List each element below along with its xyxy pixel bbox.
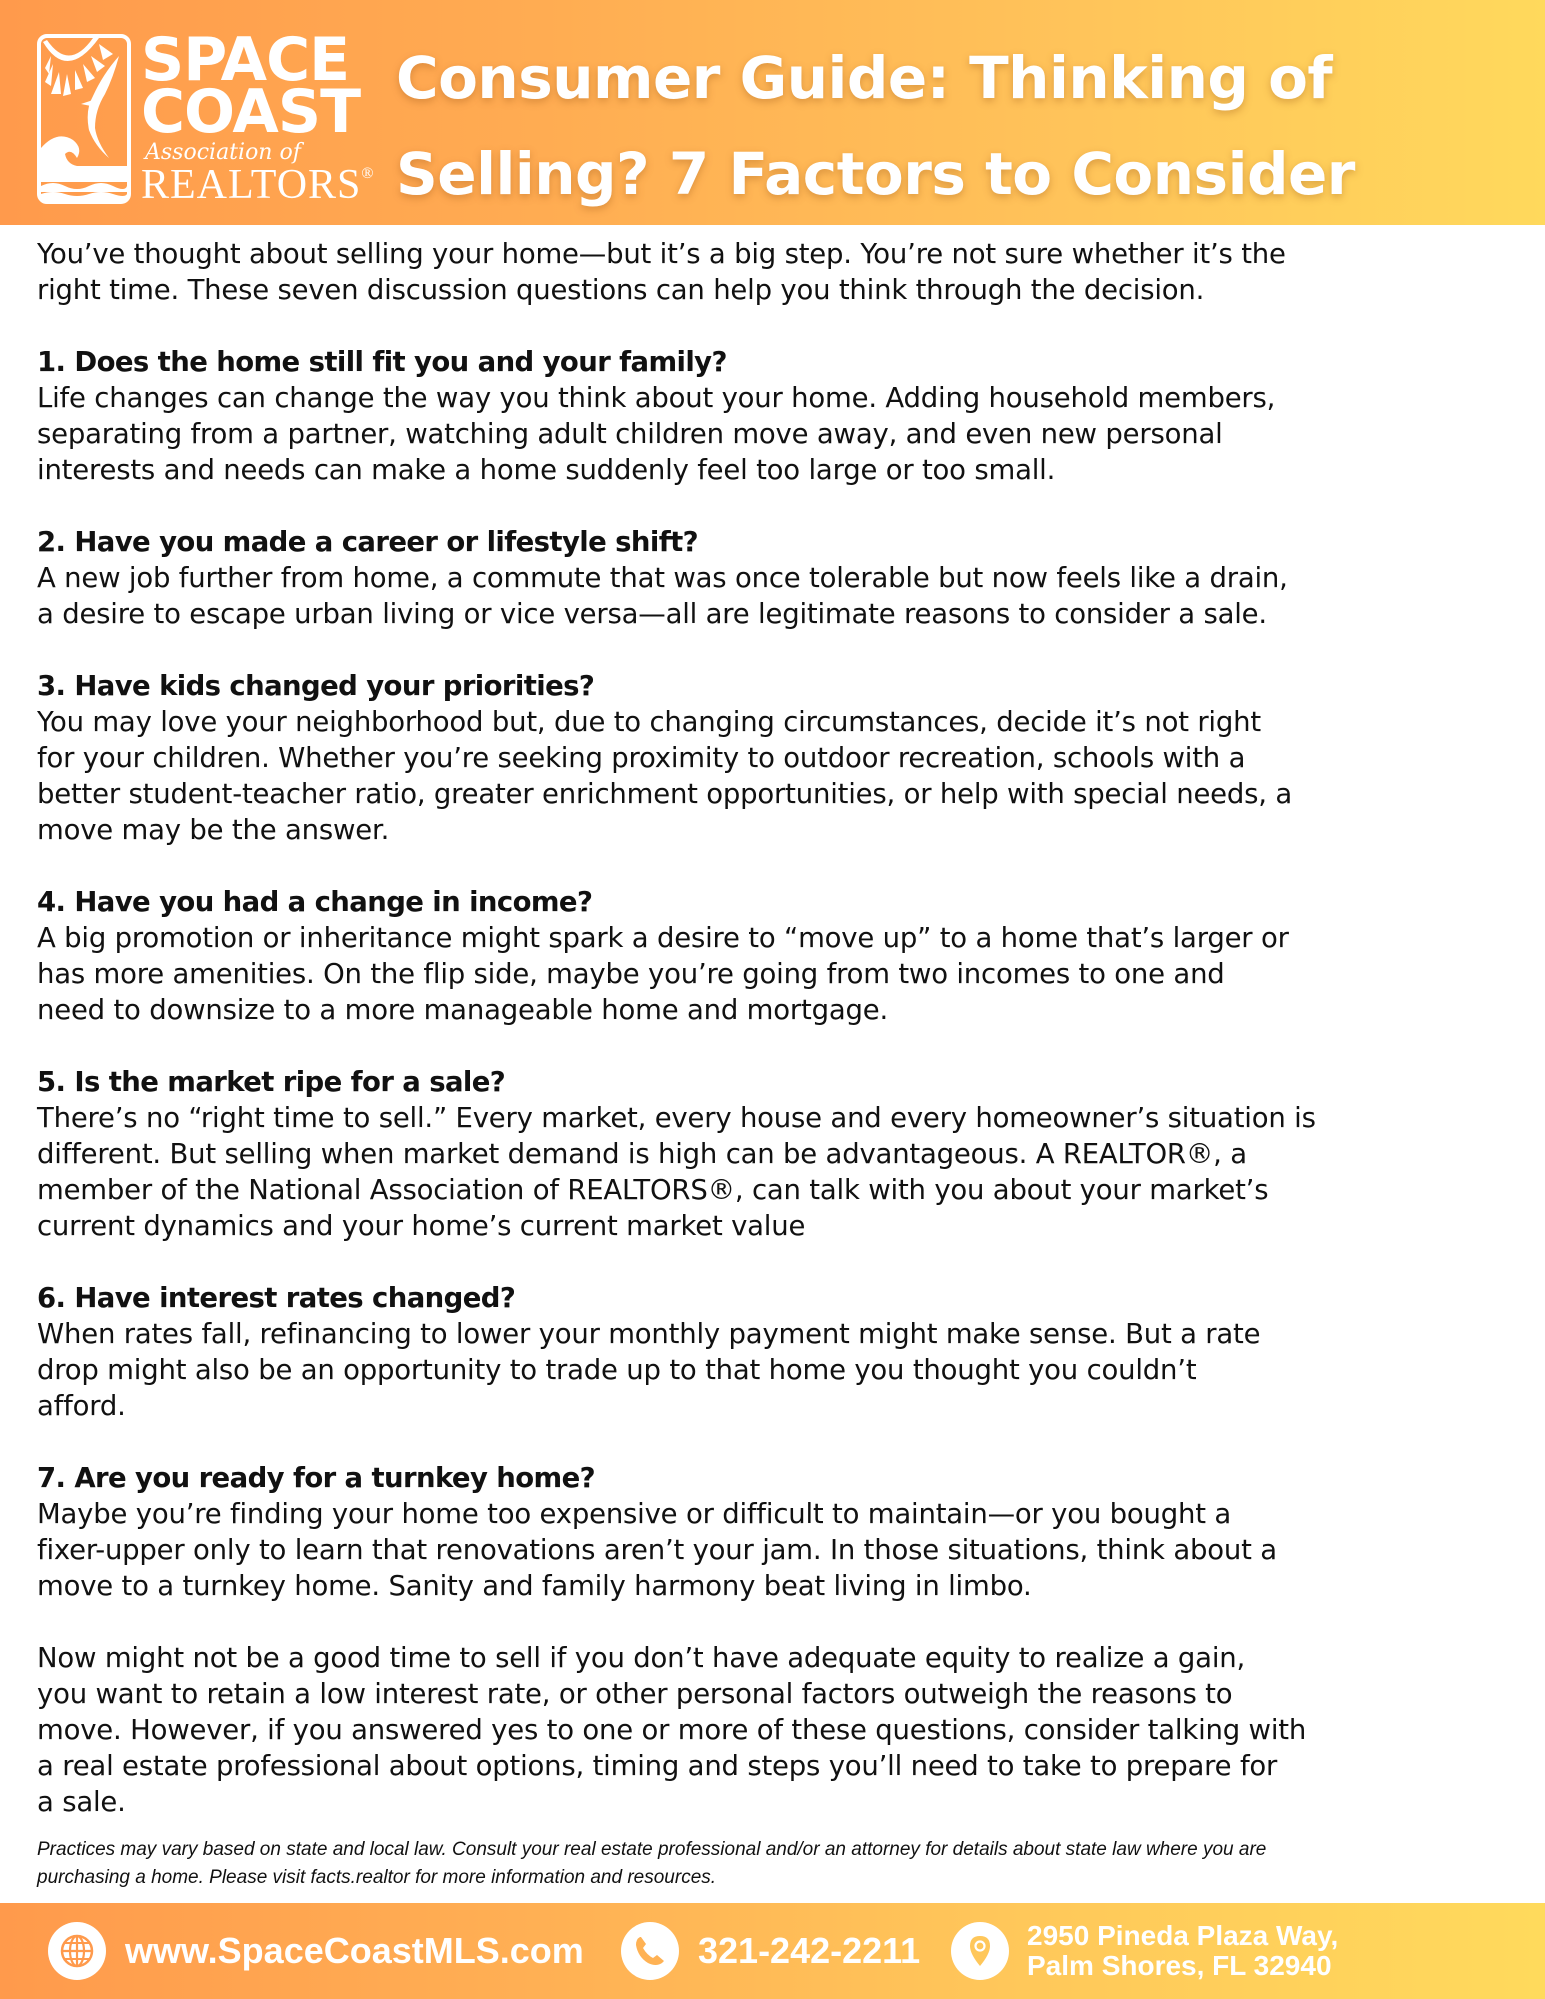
section-line: for your children. Whether you’re seeking proximity to outdoor recreation, schools with a [37, 742, 1246, 774]
section-line: move to a turnkey home. Sanity and family harmony beat living in limbo. [37, 1570, 1032, 1602]
title-line-2: Selling? 7 Factors to Consider [396, 140, 1355, 208]
logo-line-realtors [141, 164, 375, 206]
section-4 [37, 884, 1517, 1028]
logo-realtors-text: REALTORS [141, 162, 362, 208]
section-line: separating from a partner, watching adult children move away, and even new personal [37, 418, 1223, 450]
section-line: need to downsize to a more manageable home and mortgage. [37, 994, 889, 1026]
section-heading: 4. Have you had a change in income? [37, 886, 593, 918]
closing-line: move. However, if you answered yes to one or more of these questions, consider talking with [37, 1714, 1307, 1746]
phone-link[interactable]: 321-242-2211 [698, 1930, 921, 1971]
contact-footer [0, 1903, 1545, 1999]
article-body [37, 236, 1517, 1820]
section-line: A big promotion or inheritance might spark a desire to “move up” to a home that’s larger or [37, 922, 1289, 954]
logo-wordmark [141, 25, 381, 210]
section-line: drop might also be an opportunity to trade up to that home you thought you couldn’t [37, 1354, 1197, 1386]
disclaimer-line: purchasing a home. Please visit facts.realtor for more information and resources. [37, 1867, 717, 1888]
address [1027, 1921, 1338, 1981]
section-line: has more amenities. On the flip side, maybe you’re going from two incomes to one and [37, 958, 1225, 990]
logo-line-association: Association of [145, 140, 301, 165]
section-5 [37, 1064, 1517, 1244]
location-pin-icon [951, 1922, 1009, 1980]
page-title [396, 30, 1516, 222]
closing-line: you want to retain a low interest rate, or other personal factors outweigh the reasons to [37, 1678, 1233, 1710]
globe-icon [48, 1922, 106, 1980]
header-banner [0, 0, 1545, 225]
section-line: member of the National Association of REALTORS®, can talk with you about your market’s [37, 1174, 1269, 1206]
intro-line: You’ve thought about selling your home—but it’s a big step. You’re not sure whether it’s the [37, 238, 1286, 270]
title-line-1: Consumer Guide: Thinking of [396, 44, 1333, 112]
registered-mark: ® [361, 165, 375, 182]
sun-marlin-wave-logo-icon [37, 34, 131, 204]
section-line: There’s no “right time to sell.” Every market, every house and every homeowner’s situation is [37, 1102, 1316, 1134]
section-1 [37, 344, 1517, 488]
section-3 [37, 668, 1517, 848]
logo-line-coast: COAST [141, 77, 361, 147]
phone-icon [621, 1922, 679, 1980]
closing-paragraph [37, 1640, 1517, 1820]
section-heading: 5. Is the market ripe for a sale? [37, 1066, 506, 1098]
section-2 [37, 524, 1517, 632]
section-line: a desire to escape urban living or vice versa—all are legitimate reasons to consider a sale. [37, 598, 1267, 630]
section-7 [37, 1460, 1517, 1604]
website-link[interactable]: www.SpaceCoastMLS.com [125, 1930, 584, 1971]
section-line: fixer-upper only to learn that renovations aren’t your jam. In those situations, think about a [37, 1534, 1277, 1566]
address-line-1: 2950 Pineda Plaza Way, [1027, 1920, 1339, 1951]
section-6 [37, 1280, 1517, 1424]
closing-line: Now might not be a good time to sell if you don’t have adequate equity to realize a gain, [37, 1642, 1246, 1674]
section-line: afford. [37, 1390, 126, 1422]
section-heading: 6. Have interest rates changed? [37, 1282, 516, 1314]
section-heading: 7. Are you ready for a turnkey home? [37, 1462, 595, 1494]
section-line: different. But selling when market demand is high can be advantageous. A REALTOR®, a [37, 1138, 1247, 1170]
address-line-2: Palm Shores, FL 32940 [1027, 1950, 1332, 1981]
legal-disclaimer [37, 1836, 1517, 1892]
section-heading: 3. Have kids changed your priorities? [37, 670, 595, 702]
section-heading: 1. Does the home still fit you and your family? [37, 346, 727, 378]
closing-line: a sale. [37, 1786, 126, 1818]
closing-line: a real estate professional about options, timing and steps you’ll need to take to prepare for [37, 1750, 1278, 1782]
section-heading: 2. Have you made a career or lifestyle shift? [37, 526, 698, 558]
section-line: current dynamics and your home’s current market value [37, 1210, 806, 1242]
section-line: Life changes can change the way you think about your home. Adding household members, [37, 382, 1276, 414]
disclaimer-line: Practices may vary based on state and local law. Consult your real estate professional and/or an attorney for details about state law where you are [37, 1839, 1267, 1860]
section-line: move may be the answer. [37, 814, 390, 846]
logo-line-space: SPACE [141, 25, 350, 95]
section-line: A new job further from home, a commute that was once tolerable but now feels like a drain, [37, 562, 1288, 594]
intro-line: right time. These seven discussion questions can help you think through the decision. [37, 274, 1205, 306]
section-line: You may love your neighborhood but, due to changing circumstances, decide it’s not right [37, 706, 1261, 738]
section-line: Maybe you’re finding your home too expensive or difficult to maintain—or you bought a [37, 1498, 1232, 1530]
intro-paragraph [37, 236, 1517, 308]
section-line: better student-teacher ratio, greater enrichment opportunities, or help with special needs, a [37, 778, 1293, 810]
section-line: interests and needs can make a home suddenly feel too large or too small. [37, 454, 1056, 486]
section-line: When rates fall, refinancing to lower your monthly payment might make sense. But a rate [37, 1318, 1261, 1350]
